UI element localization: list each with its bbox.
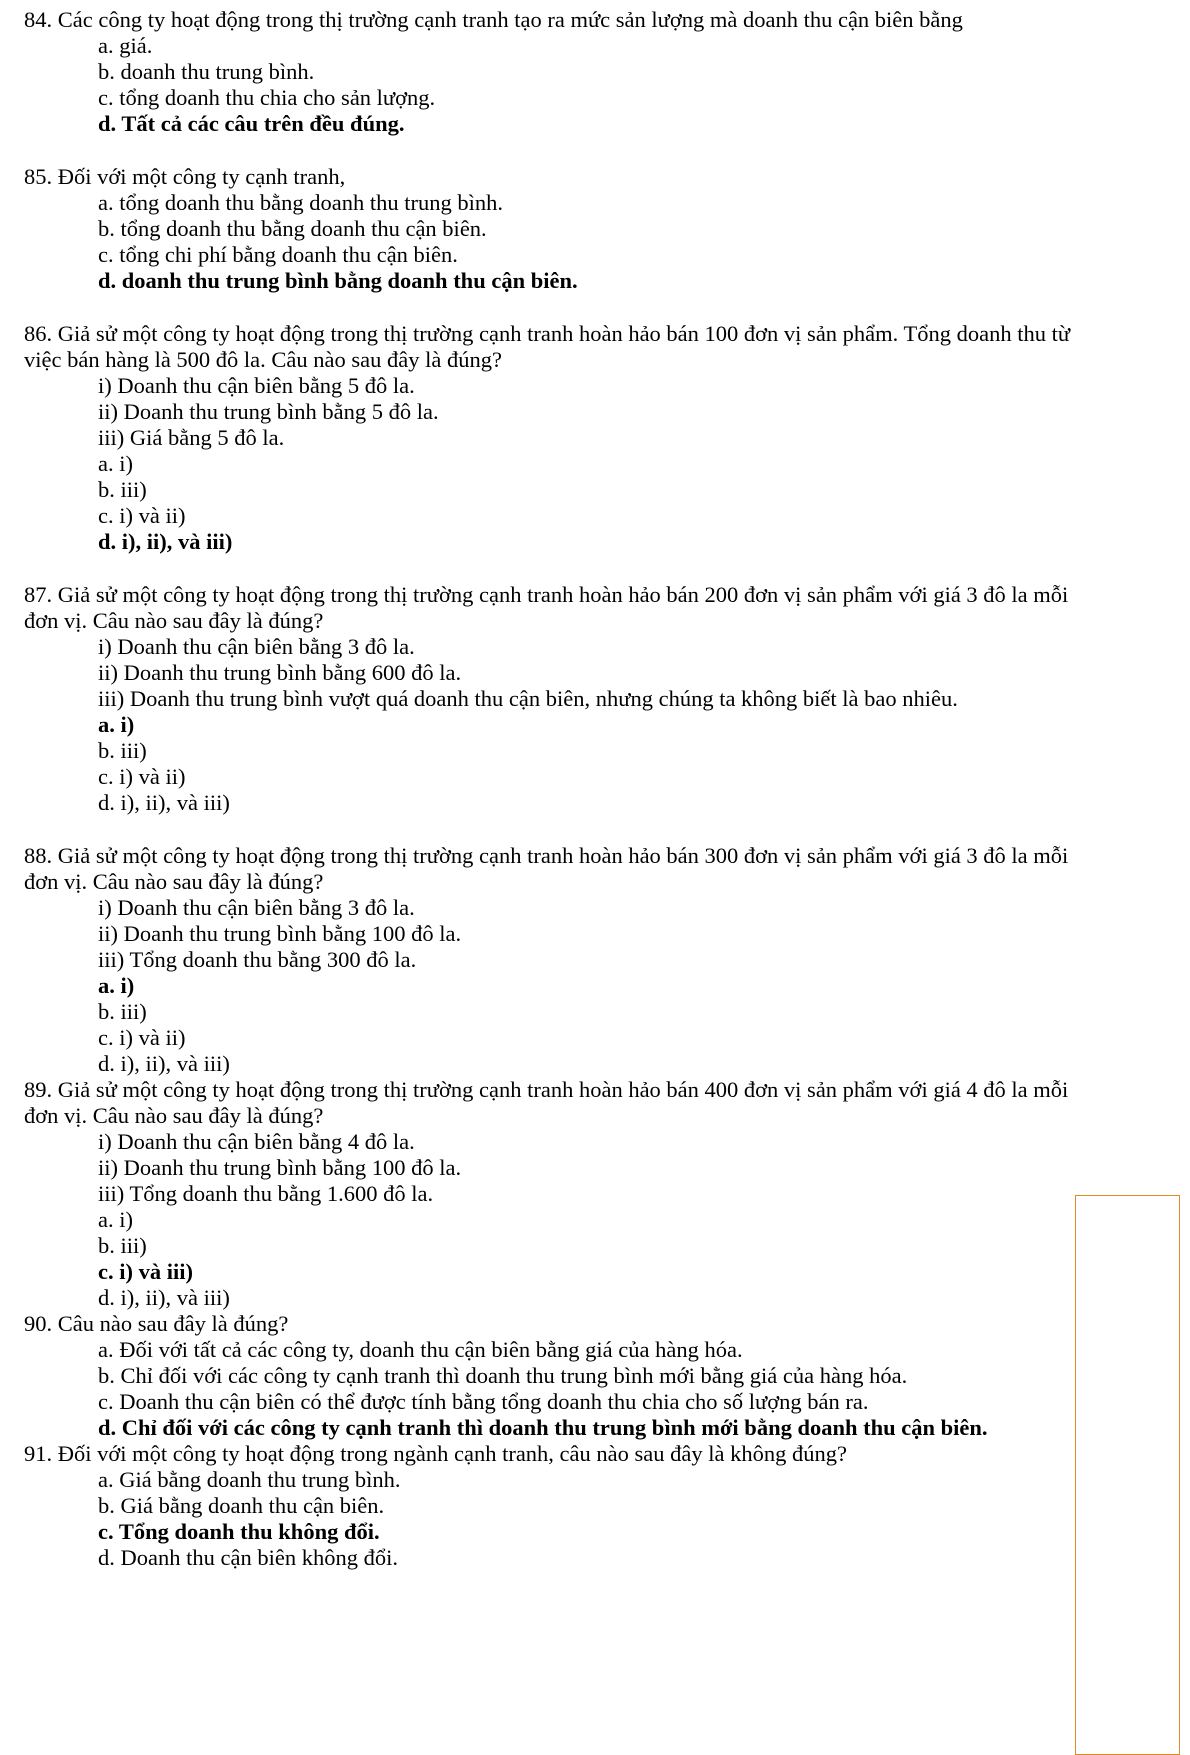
question-90-option-a: a. Đối với tất cả các công ty, doanh thu cận biên bằng giá của hàng hóa. bbox=[98, 1337, 743, 1362]
question-89-statement-1: i) Doanh thu cận biên bằng 4 đô la. bbox=[98, 1129, 415, 1154]
question-85-option-b: b. tổng doanh thu bằng doanh thu cận biên. bbox=[98, 216, 487, 241]
question-89-option-d: d. i), ii), và iii) bbox=[98, 1285, 230, 1310]
question-84-option-a: a. giá. bbox=[98, 33, 153, 58]
question-87-stem-line-1: 87. Giả sử một công ty hoạt động trong thị trường cạnh tranh hoàn hảo bán 200 đơn vị sản phẩm với giá 3 đô la mỗi bbox=[24, 582, 1069, 607]
question-91-stem: 91. Đối với một công ty hoạt động trong ngành cạnh tranh, câu nào sau đây là không đúng? bbox=[24, 1441, 847, 1466]
question-88-option-b: b. iii) bbox=[98, 999, 147, 1024]
question-90-option-c: c. Doanh thu cận biên có thể được tính bằng tổng doanh thu chia cho số lượng bán ra. bbox=[98, 1389, 869, 1414]
question-86-statement-1: i) Doanh thu cận biên bằng 5 đô la. bbox=[98, 373, 415, 398]
question-89-statement-3: iii) Tổng doanh thu bằng 1.600 đô la. bbox=[98, 1181, 434, 1206]
question-91-option-b: b. Giá bằng doanh thu cận biên. bbox=[98, 1493, 385, 1518]
question-84-stem: 84. Các công ty hoạt động trong thị trường cạnh tranh tạo ra mức sản lượng mà doanh thu cận biên bằng bbox=[24, 7, 963, 32]
question-85-option-d-answer: d. doanh thu trung bình bằng doanh thu cận biên. bbox=[98, 268, 578, 293]
question-86-option-c: c. i) và ii) bbox=[98, 503, 186, 528]
question-87-option-d: d. i), ii), và iii) bbox=[98, 790, 230, 815]
question-89-stem-line-1: 89. Giả sử một công ty hoạt động trong thị trường cạnh tranh hoàn hảo bán 400 đơn vị sản phẩm với giá 4 đô la mỗi bbox=[24, 1077, 1069, 1102]
question-86-option-b: b. iii) bbox=[98, 477, 147, 502]
question-91-option-d: d. Doanh thu cận biên không đổi. bbox=[98, 1545, 398, 1570]
question-89-stem-line-2: đơn vị. Câu nào sau đây là đúng? bbox=[24, 1103, 324, 1128]
question-91-option-c-answer: c. Tổng doanh thu không đổi. bbox=[98, 1519, 380, 1544]
question-88-option-a-answer: a. i) bbox=[98, 973, 135, 998]
question-85-option-c: c. tổng chi phí bằng doanh thu cận biên. bbox=[98, 242, 458, 267]
hub-side-badge bbox=[1075, 1195, 1180, 1755]
question-86-option-a: a. i) bbox=[98, 451, 133, 476]
question-86-statement-3: iii) Giá bằng 5 đô la. bbox=[98, 425, 285, 450]
question-87-option-a-answer: a. i) bbox=[98, 712, 135, 737]
question-86-statement-2: ii) Doanh thu trung bình bằng 5 đô la. bbox=[98, 399, 439, 424]
question-85-stem: 85. Đối với một công ty cạnh tranh, bbox=[24, 164, 346, 189]
question-87-statement-2: ii) Doanh thu trung bình bằng 600 đô la. bbox=[98, 660, 462, 685]
question-89-option-a: a. i) bbox=[98, 1207, 133, 1232]
question-87-stem-line-2: đơn vị. Câu nào sau đây là đúng? bbox=[24, 608, 324, 633]
question-88-option-d: d. i), ii), và iii) bbox=[98, 1051, 230, 1076]
question-87-statement-1: i) Doanh thu cận biên bằng 3 đô la. bbox=[98, 634, 415, 659]
question-86-option-d-answer: d. i), ii), và iii) bbox=[98, 529, 233, 554]
question-86-stem-line-1: 86. Giả sử một công ty hoạt động trong thị trường cạnh tranh hoàn hảo bán 100 đơn vị sản phẩm. Tổng doanh thu từ bbox=[24, 321, 1071, 346]
question-86-stem-line-2: việc bán hàng là 500 đô la. Câu nào sau đây là đúng? bbox=[24, 347, 502, 372]
question-88-option-c: c. i) và ii) bbox=[98, 1025, 186, 1050]
question-88-statement-3: iii) Tổng doanh thu bằng 300 đô la. bbox=[98, 947, 417, 972]
question-90-option-b: b. Chỉ đối với các công ty cạnh tranh thì doanh thu trung bình mới bằng giá của hàng hóa. bbox=[98, 1363, 908, 1388]
question-89-option-b: b. iii) bbox=[98, 1233, 147, 1258]
question-88-statement-2: ii) Doanh thu trung bình bằng 100 đô la. bbox=[98, 921, 462, 946]
question-89-option-c-answer: c. i) và iii) bbox=[98, 1259, 193, 1284]
question-87-option-b: b. iii) bbox=[98, 738, 147, 763]
question-84-option-d-answer: d. Tất cả các câu trên đều đúng. bbox=[98, 111, 405, 136]
question-88-stem-line-1: 88. Giả sử một công ty hoạt động trong thị trường cạnh tranh hoàn hảo bán 300 đơn vị sản phẩm với giá 3 đô la mỗi bbox=[24, 843, 1069, 868]
question-87-statement-3: iii) Doanh thu trung bình vượt quá doanh thu cận biên, nhưng chúng ta không biết là bao nhiêu. bbox=[98, 686, 958, 711]
question-89-statement-2: ii) Doanh thu trung bình bằng 100 đô la. bbox=[98, 1155, 462, 1180]
question-84-option-b: b. doanh thu trung bình. bbox=[98, 59, 315, 84]
question-87-option-c: c. i) và ii) bbox=[98, 764, 186, 789]
question-90-option-d-answer: d. Chỉ đối với các công ty cạnh tranh thì doanh thu trung bình mới bằng doanh thu cận biên. bbox=[98, 1415, 988, 1440]
question-84-option-c: c. tổng doanh thu chia cho sản lượng. bbox=[98, 85, 436, 110]
question-90-stem: 90. Câu nào sau đây là đúng? bbox=[24, 1311, 289, 1336]
question-85-option-a: a. tổng doanh thu bằng doanh thu trung bình. bbox=[98, 190, 503, 215]
question-88-stem-line-2: đơn vị. Câu nào sau đây là đúng? bbox=[24, 869, 324, 894]
question-91-option-a: a. Giá bằng doanh thu trung bình. bbox=[98, 1467, 401, 1492]
question-88-statement-1: i) Doanh thu cận biên bằng 3 đô la. bbox=[98, 895, 415, 920]
